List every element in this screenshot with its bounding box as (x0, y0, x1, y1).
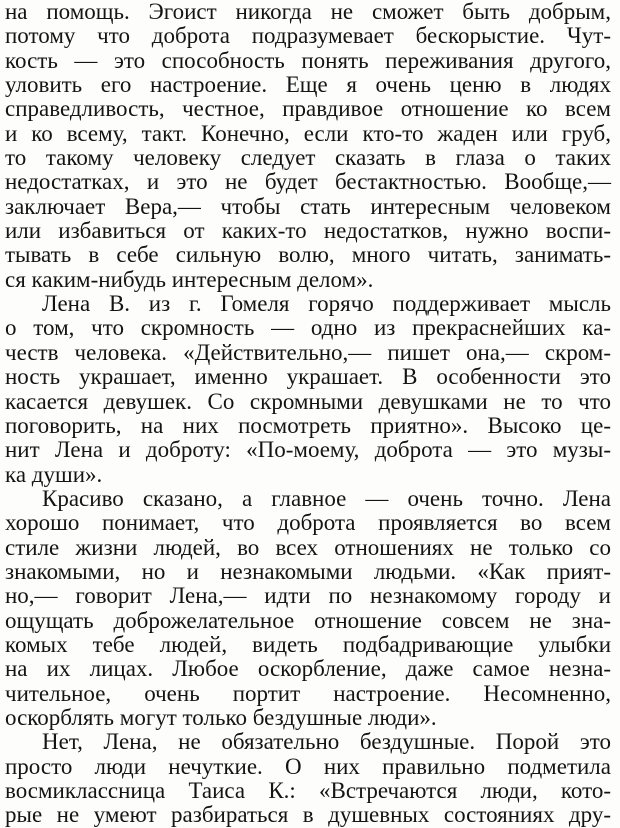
text-line: на их лицах. Любое оскорбление, даже самое незна- (5, 656, 611, 682)
text-line: ка души». (5, 461, 103, 487)
text-line: оскорблять могут только бездушные люди». (5, 704, 437, 730)
text-line: ся каким-нибудь интересным делом». (5, 266, 374, 292)
text-line: знакомыми, но и незнакомыми людьми. «Как прият- (5, 558, 611, 584)
text-line: справедливость, честное, правдивое отношение ко всем (5, 96, 611, 122)
text-line: ность украшает, именно украшает. В особенности это (5, 364, 611, 390)
text-line: кость — это способность понять переживания другого, (5, 47, 611, 73)
text-line: и ко всему, такт. Конечно, если кто-то жаден или груб, (5, 120, 611, 146)
text-line: потому что доброта подразумевает бескорыстие. Чут- (5, 23, 611, 49)
text-line: тывать в себе сильную волю, много читать, занимать- (5, 242, 611, 268)
text-line: то такому человеку следует сказать в глаза о таких (5, 145, 611, 171)
text-line: или избавиться от каких-то недостатков, нужно воспи- (5, 218, 611, 244)
text-line: чительное, очень портит настроение. Несомненно, (5, 680, 611, 706)
text-line: Нет, Лена, не обязательно бездушные. Порой это (42, 729, 611, 755)
page-text (5, 0, 611, 828)
text-line: поговорить, на них посмотреть приятно». Высоко це- (5, 412, 611, 438)
text-line: хорошо понимает, что доброта проявляется во всем (5, 510, 611, 536)
text-line: заключает Вера,— чтобы стать интересным человеком (5, 193, 611, 219)
text-line: нит Лена и доброту: «По-моему, доброта — это музы- (5, 437, 611, 463)
text-line: ощущать доброжелательное отношение совсем не зна- (5, 607, 611, 633)
paragraph (5, 292, 611, 487)
text-line: честв человека. «Действительно,— пишет она,— скром- (5, 339, 611, 365)
text-line: Лена В. из г. Гомеля горячо поддерживает мысль (42, 291, 611, 317)
text-line: касается девушек. Со скромными девушками не то что (5, 388, 611, 414)
text-line: о том, что скромность — одно из прекраснейших ка- (5, 315, 611, 341)
text-line: уловить его настроение. Еще я очень ценю в людях (5, 72, 611, 98)
text-line: но,— говорит Лена,— идти по незнакомому городу и (5, 583, 611, 609)
text-line: восмиклассница Таиса К.: «Встречаются люди, кото- (5, 778, 611, 803)
text-line: комых тебе людей, видеть подбадривающие улыбки (5, 631, 611, 657)
paragraph (5, 0, 611, 292)
paragraph (5, 487, 611, 730)
text-line: рые не умеют разбираться в душевных состояниях дру- (5, 802, 611, 828)
paragraph (5, 730, 611, 827)
text-line: недостатках, и это не будет бестактностью. Вообще,— (5, 169, 611, 195)
text-line: стиле жизни людей, во всех отношениях не только со (5, 534, 611, 560)
text-line: на помощь. Эгоист никогда не сможет быть добрым, (5, 0, 611, 24)
text-line: Красиво сказано, а главное — очень точно. Лена (42, 485, 611, 511)
text-line: просто люди нечуткие. О них правильно подметила (5, 753, 611, 779)
